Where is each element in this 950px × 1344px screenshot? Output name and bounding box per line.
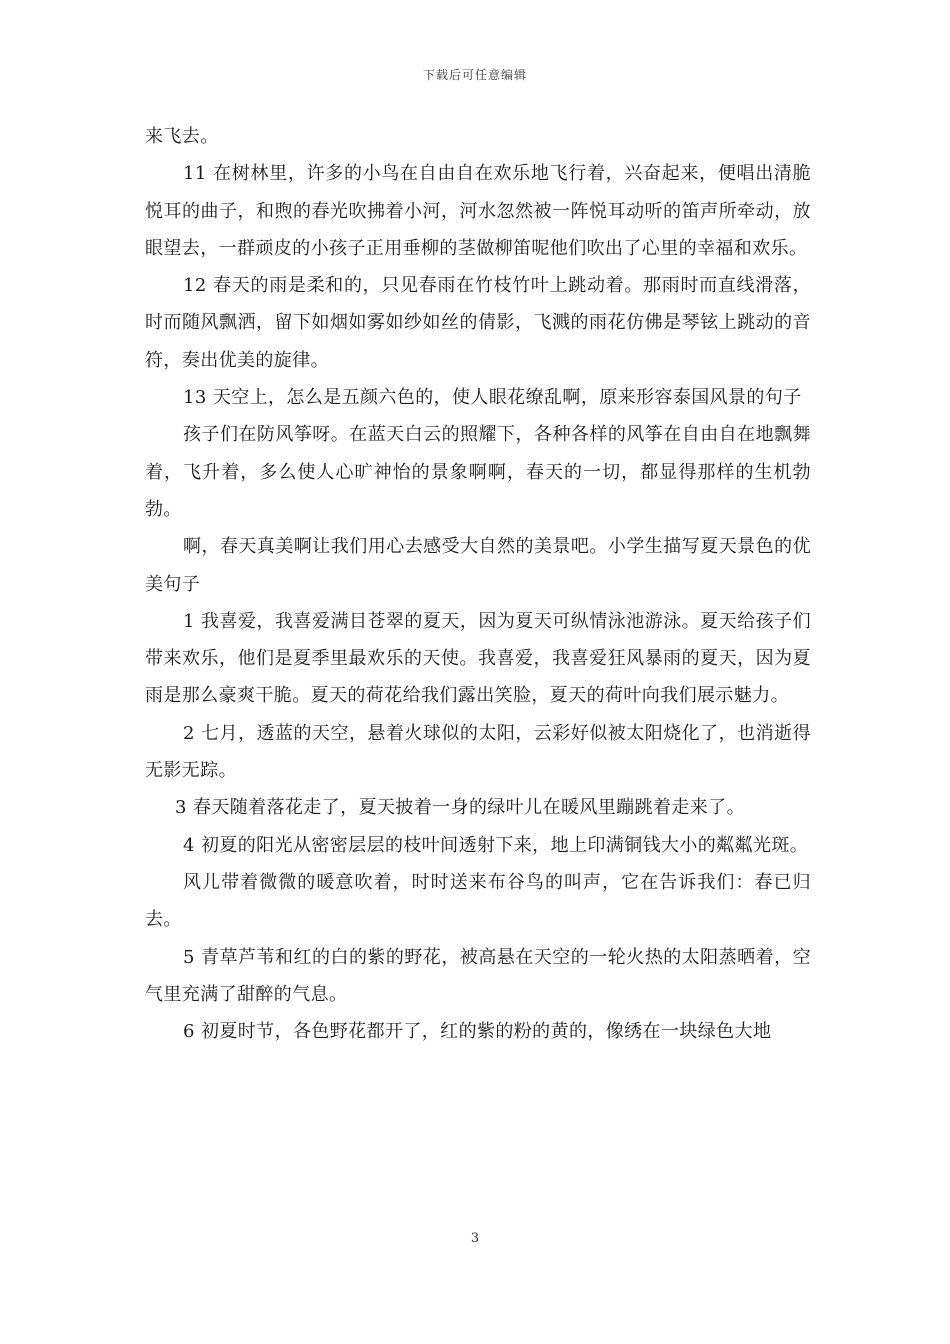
paragraph-9: 3 春天随着落花走了，夏天披着一身的绿叶儿在暖风里蹦跳着走来了。	[175, 797, 745, 819]
paragraph-13: 6 初夏时节，各色野花都开了，红的紫的粉的黄的，像绣在一块绿色大地	[183, 1021, 772, 1043]
paragraph-1: 来飞去。	[145, 126, 219, 147]
paragraph-7: 1 我喜爱，我喜爱满目苍翠的夏天，因为夏天可纵情泳池游泳。夏天给孩子们带来欢乐，他们是夏季里最欢乐的天使。我喜爱，我喜爱狂风暴雨的夏天，因为夏雨是那么豪爽干脆。夏天的荷花给我们露出笑脸，夏天的荷叶向我们展示魅力。	[145, 610, 811, 707]
paragraph-11: 风儿带着微微的暖意吹着，时时送来布谷鸟的叫声，它在告诉我们：春已归去。	[145, 871, 811, 931]
paragraph-3: 12 春天的雨是柔和的，只见春雨在竹枝竹叶上跳动着。那雨时而直线滑落，时而随风飘洒，留下如烟如雾如纱如丝的倩影，飞溅的雨花仿佛是琴铉上跳动的音符，奏出优美的旋律。	[145, 275, 811, 371]
paragraph-2: 11 在树林里，许多的小鸟在自由自在欢乐地飞行着，兴奋起来，便唱出清脆悦耳的曲子，和煦的春光吹拂着小河，河水忽然被一阵悦耳动听的笛声所牵动，放眼望去，一群顽皮的小孩子正用垂柳的茎做柳笛呢他们吹出了心里的幸福和欢乐。	[145, 163, 811, 259]
page-number: 3	[470, 1231, 480, 1246]
paragraph-12: 5 青草芦苇和红的白的紫的野花，被高悬在天空的一轮火热的太阳蒸晒着，空气里充满了甜醉的气息。	[145, 946, 811, 1005]
paragraph-8: 2 七月，透蓝的天空，悬着火球似的太阳，云彩好似被太阳烧化了，也消逝得无影无踪。	[145, 722, 811, 782]
page-header: 下载后可任意编辑	[422, 68, 527, 82]
paragraph-6: 啊，春天真美啊让我们用心去感受大自然的美景吧。小学生描写夏天景色的优美句子	[145, 536, 811, 595]
paragraph-10: 4 初夏的阳光从密密层层的枝叶间透射下来，地上印满铜钱大小的粼粼光斑。	[183, 834, 809, 856]
paragraph-4: 13 天空上，怎么是五颜六色的，使人眼花缭乱啊，原来形容泰国风景的句子	[183, 387, 802, 409]
document-body	[145, 118, 811, 1050]
paragraph-5: 孩子们在防风筝呀。在蓝天白云的照耀下，各种各样的风筝在自由自在地飘舞着，飞升着，多么使人心旷神怡的景象啊啊，春天的一切，都显得那样的生机勃勃。	[145, 424, 811, 520]
